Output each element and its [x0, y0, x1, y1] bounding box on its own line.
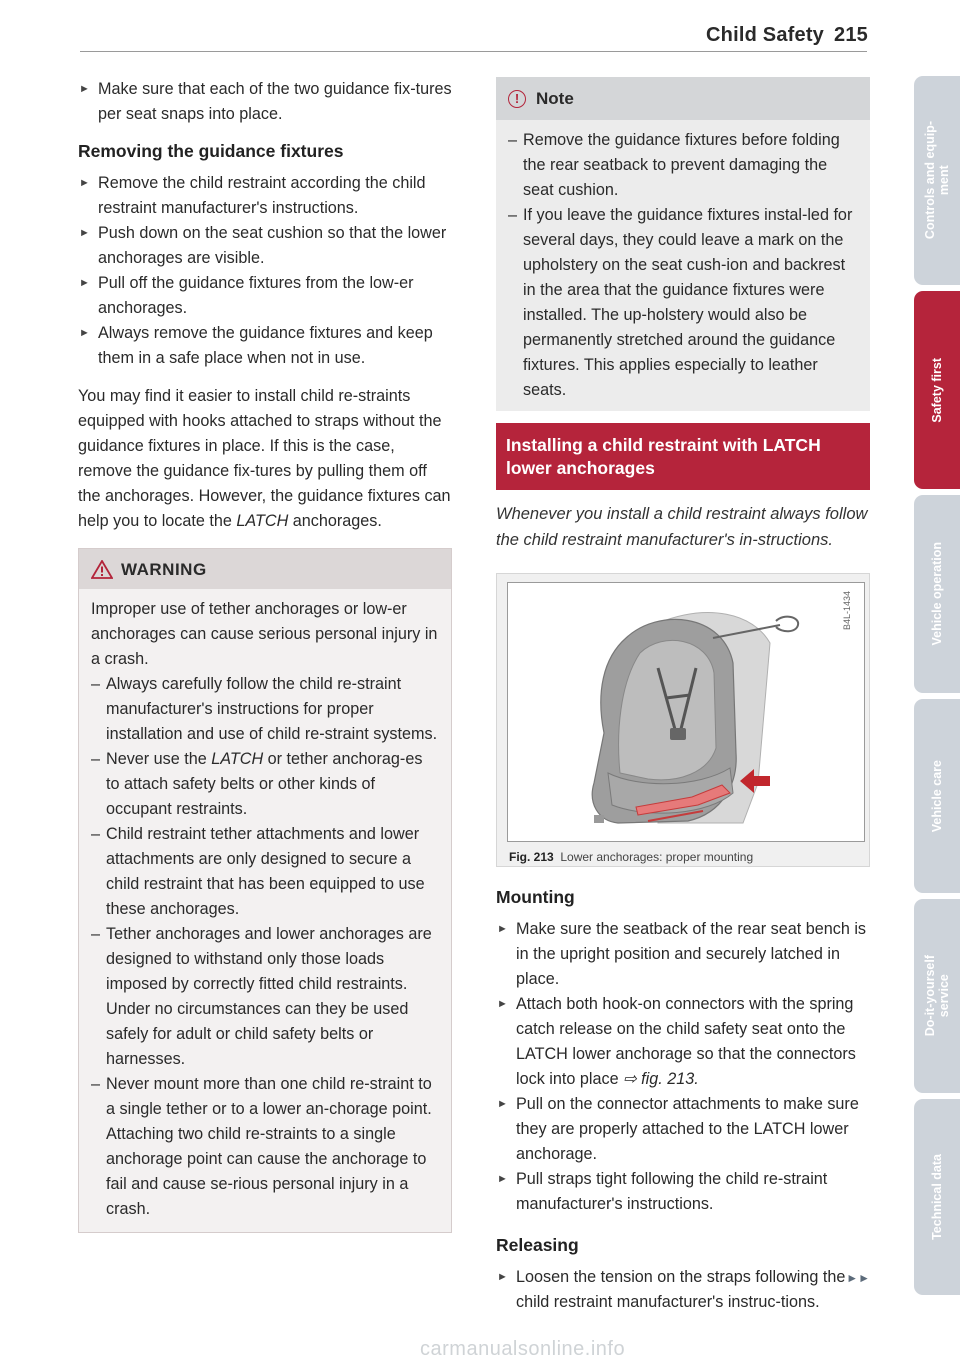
figure-213 — [496, 573, 870, 867]
info-exclamation-icon: ! — [508, 90, 526, 108]
page-number: 215 — [834, 24, 868, 46]
warning-body — [79, 589, 451, 1232]
figure-reference-link[interactable]: ⇨ fig. 213. — [623, 1070, 699, 1088]
tab-safety-first[interactable]: Safety first — [914, 291, 960, 489]
list-item: – If you leave the guidance fixtures instal-led for several days, they could leave a mark on the upholstery on the seat cush-ion and backrest in the area that the guidance fixtures were installed. The up-holstery would also be permanently stretched around the guidance fixtures. This applies especially to leather seats. — [508, 206, 853, 399]
bullet-triangle-icon: ► — [79, 277, 90, 289]
tab-vehicle-operation[interactable]: Vehicle operation — [914, 495, 960, 693]
tab-vehicle-care[interactable]: Vehicle care — [914, 699, 960, 893]
section-intro: Whenever you install a child restraint always follow the child restraint manufacturer's in-structions. — [496, 505, 868, 549]
figure-label: Fig. 213 — [509, 850, 554, 864]
list-item: – Never use the LATCH or tether anchorag-es to attach safety belts or other kinds of occupant restraints. — [91, 750, 423, 818]
bullet-triangle-icon: ► — [497, 923, 508, 935]
list-item: ► Pull straps tight following the child re-straint manufacturer's instructions. — [496, 1167, 870, 1217]
bullet-triangle-icon: ► — [79, 227, 90, 239]
running-header — [706, 24, 868, 47]
bullet-triangle-icon: ► — [79, 177, 90, 189]
bullet-triangle-icon: ► — [497, 1098, 508, 1110]
list-item: ► Remove the child restraint according the child restraint manufacturer's instructions. — [78, 171, 452, 221]
continue-arrow-icon: ►► — [846, 1271, 870, 1285]
note-body — [496, 120, 870, 411]
watermark: carmanualsonline.info — [420, 1338, 626, 1360]
bullet-triangle-icon: ► — [497, 998, 508, 1010]
figure-caption: Fig. 213 Lower anchorages: proper mounting — [509, 850, 754, 864]
bullet-triangle-icon: ► — [497, 1173, 508, 1185]
heading-removing-guidance-fixtures: Removing the guidance fixtures — [78, 141, 344, 161]
note-header — [496, 77, 870, 120]
list-item: – Tether anchorages and lower anchorages are designed to withstand only those loads imposed by correctly fitted child restraints. Under no circumstances can they be used safely for adult or child safety belts or harnesses. — [91, 925, 432, 1068]
list-item: – Always carefully follow the child re-straint manufacturer's instructions for proper installation and use of child re-straint systems. — [91, 675, 438, 743]
warning-header — [79, 549, 451, 589]
section-title-banner: Installing a child restraint with LATCH lower anchorages — [496, 423, 870, 490]
heading-releasing: Releasing — [496, 1235, 579, 1255]
warning-lead: Improper use of tether anchorages or low-er anchorages can cause serious personal injury in a crash. — [91, 600, 438, 668]
note-title: Note — [536, 89, 574, 108]
list-item: ► Always remove the guidance fixtures and keep them in a safe place when not in use. — [78, 321, 452, 371]
header-rule — [80, 51, 867, 52]
list-item: ► Make sure that each of the two guidance fix-tures per seat snaps into place. — [78, 77, 452, 127]
child-seat-illustration — [508, 583, 864, 841]
bullet-triangle-icon: ► — [497, 1271, 508, 1283]
bullet-triangle-icon: ► — [79, 327, 90, 339]
left-column — [78, 77, 452, 1233]
tab-technical-data[interactable]: Technical data — [914, 1099, 960, 1295]
list-item: ► Push down on the seat cushion so that the lower anchorages are visible. — [78, 221, 452, 271]
list-item: ► Make sure the seatback of the rear seat bench is in the upright position and securely latched in place. — [496, 917, 870, 992]
figure-frame — [507, 582, 865, 842]
list-item: ► Pull off the guidance fixtures from the low-er anchorages. — [78, 271, 452, 321]
list-item: ► Attach both hook-on connectors with the spring catch release on the child safety seat onto the LATCH lower anchorage so that the connectors lock into place ⇨ fig. 213. — [496, 992, 870, 1092]
heading-mounting: Mounting — [496, 887, 575, 907]
warning-title: WARNING — [121, 559, 207, 579]
list-item: ► Loosen the tension on the straps following the child restraint manufacturer's instruc-tions. — [496, 1265, 870, 1315]
figure-code: B4L-1434 — [842, 591, 852, 631]
list-item: – Remove the guidance fixtures before folding the rear seatback to prevent damaging the seat cushion. — [508, 131, 840, 199]
list-item: – Never mount more than one child re-straint to a single tether or to a lower an-chorage point. Attaching two child re-straints to a single anchorage point can cause the anchorage to fail and cause se-rious personal injury in a crash. — [91, 1075, 432, 1218]
list-item: ► Pull on the connector attachments to make sure they are properly attached to the LATCH lower anchorage. — [496, 1092, 870, 1167]
warning-box — [78, 548, 452, 1233]
chapter-title: Child Safety — [706, 24, 825, 46]
warning-triangle-icon — [91, 560, 113, 579]
bullet-triangle-icon: ► — [79, 83, 90, 95]
list-item: – Child restraint tether attachments and lower attachments are only designed to secure a child restraint that has been equipped to use these anchorages. — [91, 825, 425, 918]
right-column — [496, 77, 870, 1315]
tab-do-it-yourself-service[interactable]: Do-it-yourself service — [914, 899, 960, 1093]
tab-controls-and-equipment[interactable]: Controls and equip- ment — [914, 76, 960, 285]
body-paragraph: You may find it easier to install child re-straints equipped with hooks attached to straps without the guidance fixtures in place. If this is the case, remove the guidance fix-tures by pulling them off the anchorages. However, the guidance fixtures can help you to locate the LATCH anchorages. — [78, 387, 451, 530]
note-box — [496, 77, 870, 411]
